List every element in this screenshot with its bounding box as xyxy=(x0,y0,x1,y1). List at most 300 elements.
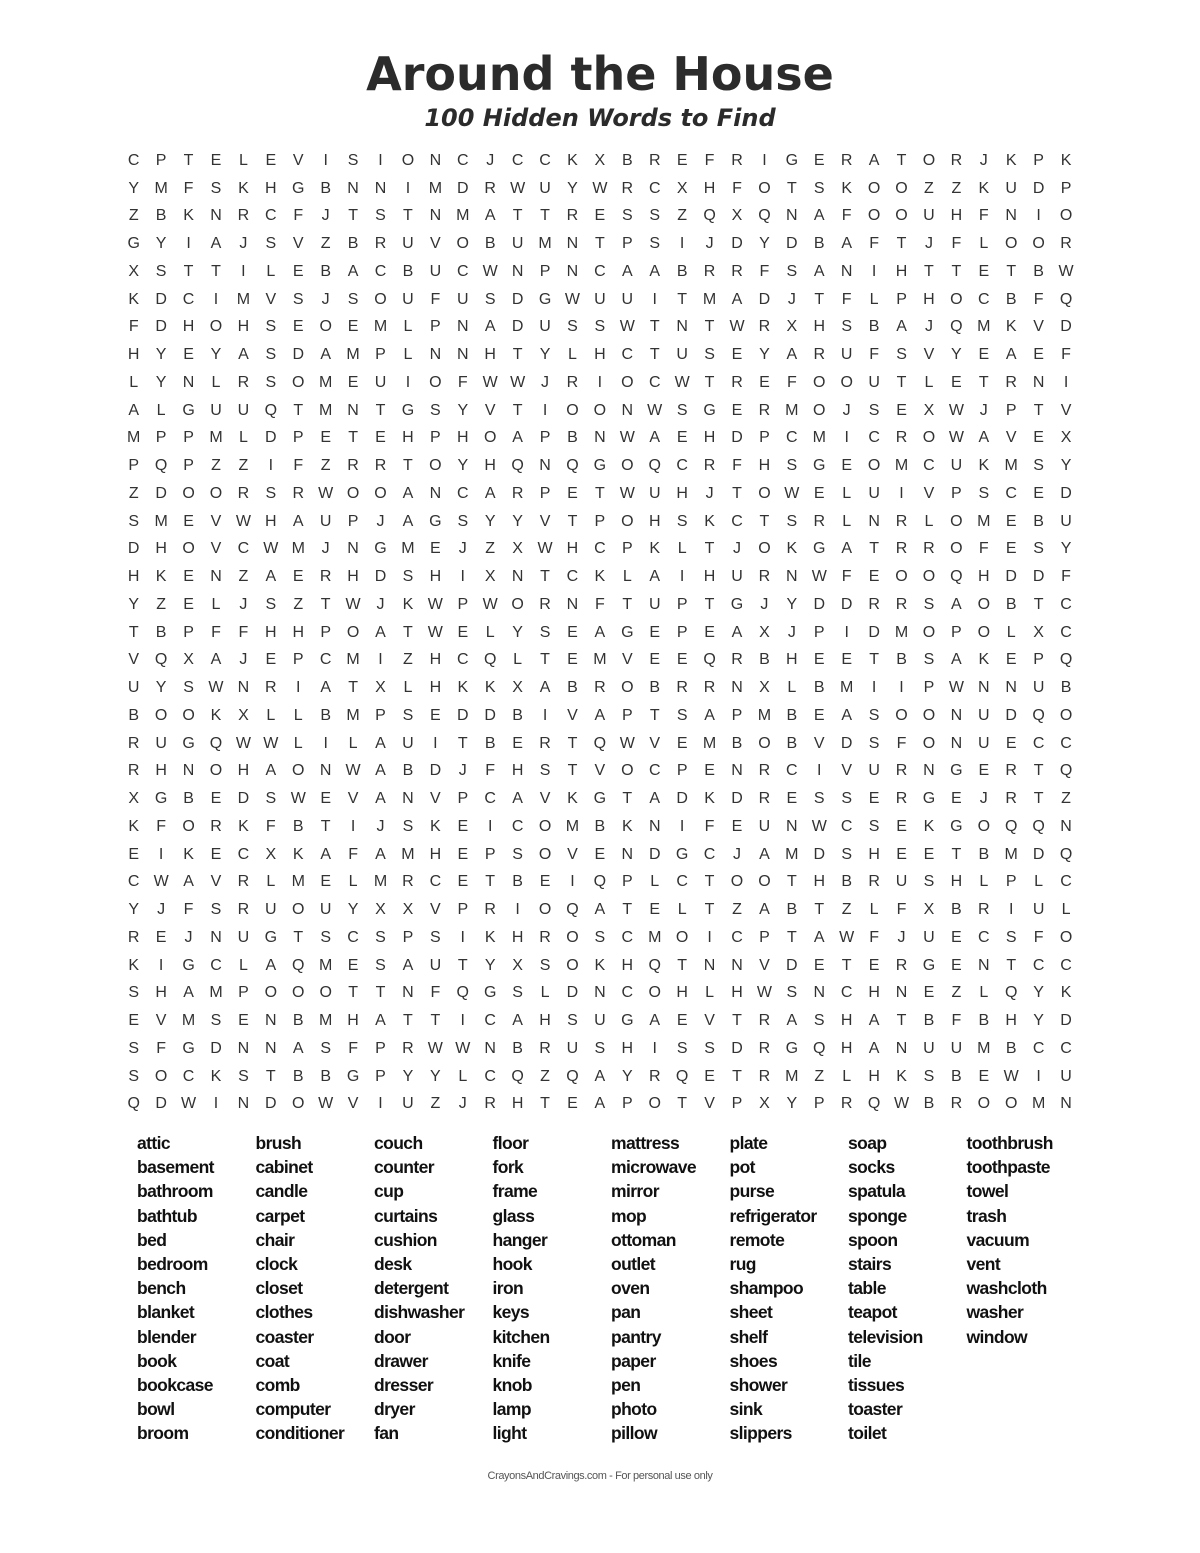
grid-letter: T xyxy=(677,290,688,308)
grid-letter: F xyxy=(869,346,879,364)
grid-letter: N xyxy=(182,762,195,780)
grid-letter: N xyxy=(347,540,359,558)
grid-letter: O xyxy=(922,623,936,641)
grid-letter: E xyxy=(841,651,853,669)
grid-letter: Q xyxy=(867,1095,881,1113)
grid-letter: E xyxy=(430,540,441,558)
grid-letter: A xyxy=(841,540,853,558)
grid-letter: O xyxy=(977,623,991,641)
grid-letter: N xyxy=(786,207,798,225)
grid-letter: S xyxy=(923,595,935,613)
grid-letter: Y xyxy=(155,235,167,253)
grid-letter: V xyxy=(155,1012,167,1030)
grid-letter: A xyxy=(265,568,277,586)
grid-letter: D xyxy=(786,956,798,974)
word-item: basement xyxy=(137,1157,214,1178)
grid-letter: J xyxy=(760,595,769,613)
grid-letter: R xyxy=(868,595,880,613)
grid-letter: R xyxy=(127,928,140,946)
grid-letter: I xyxy=(405,373,411,391)
word-item: candle xyxy=(255,1181,308,1202)
grid-row xyxy=(120,869,1080,897)
grid-letter: L xyxy=(924,373,934,391)
grid-letter: D xyxy=(155,484,167,502)
grid-letter: X xyxy=(375,901,386,919)
grid-letter: B xyxy=(594,817,606,835)
grid-letter: Q xyxy=(1059,290,1073,308)
grid-letter: W xyxy=(784,484,800,502)
grid-letter: P xyxy=(813,623,825,641)
grid-letter: C xyxy=(484,1067,496,1085)
grid-letter: Z xyxy=(951,179,962,197)
grid-letter: P xyxy=(676,762,688,780)
grid-letter: F xyxy=(704,817,715,835)
grid-letter: X xyxy=(731,207,743,225)
grid-letter: K xyxy=(210,1067,222,1085)
grid-row xyxy=(120,286,1080,314)
grid-letter: H xyxy=(511,1095,524,1113)
grid-letter: O xyxy=(922,429,936,447)
word-item: photo xyxy=(611,1399,657,1420)
grid-row xyxy=(120,591,1080,619)
grid-letter: T xyxy=(457,734,468,752)
grid-letter: U xyxy=(402,1095,414,1113)
grid-letter: E xyxy=(896,401,907,419)
grid-letter: M xyxy=(702,290,717,308)
grid-letter: K xyxy=(128,817,140,835)
grid-letter: O xyxy=(593,401,607,419)
grid-letter: I xyxy=(241,262,246,280)
grid-letter: P xyxy=(676,595,688,613)
grid-letter: E xyxy=(813,706,825,724)
grid-letter: N xyxy=(648,817,661,835)
grid-letter: Y xyxy=(786,595,798,613)
grid-letter: P xyxy=(457,901,469,919)
word-item: pot xyxy=(729,1157,755,1178)
grid-letter: A xyxy=(649,262,661,280)
grid-row xyxy=(120,952,1080,980)
grid-letter: A xyxy=(210,651,222,669)
grid-letter: M xyxy=(702,734,717,752)
grid-letter: A xyxy=(375,790,386,808)
grid-letter: D xyxy=(731,790,743,808)
grid-letter: Z xyxy=(540,1067,550,1085)
grid-letter: A xyxy=(484,207,496,225)
grid-letter: Q xyxy=(813,1039,826,1057)
grid-letter: A xyxy=(265,762,277,780)
grid-letter: D xyxy=(155,1095,167,1113)
grid-letter: N xyxy=(895,984,908,1002)
grid-letter: T xyxy=(786,928,797,946)
grid-letter: D xyxy=(868,623,880,641)
grid-letter: T xyxy=(567,512,578,530)
grid-letter: E xyxy=(731,401,743,419)
grid-letter: O xyxy=(621,762,634,780)
grid-letter: P xyxy=(1033,651,1044,669)
grid-letter: O xyxy=(456,235,469,253)
grid-row xyxy=(120,785,1080,813)
grid-letter: O xyxy=(292,984,305,1002)
grid-row xyxy=(120,480,1080,508)
grid-row xyxy=(120,730,1080,758)
grid-letter: P xyxy=(539,429,551,447)
grid-letter: M xyxy=(373,873,388,891)
grid-letter: O xyxy=(292,762,305,780)
grid-letter: O xyxy=(374,484,387,502)
grid-letter: U xyxy=(127,679,140,697)
grid-letter: K xyxy=(567,790,578,808)
grid-letter: K xyxy=(210,706,222,724)
grid-letter: P xyxy=(594,512,606,530)
grid-letter: E xyxy=(1005,540,1017,558)
grid-letter: T xyxy=(1033,762,1044,780)
grid-letter: S xyxy=(923,873,935,891)
grid-letter: G xyxy=(483,984,497,1002)
word-item: hook xyxy=(492,1253,532,1274)
grid-letter: Y xyxy=(457,401,469,419)
grid-letter: L xyxy=(1006,623,1016,641)
grid-letter: T xyxy=(814,290,825,308)
grid-letter: S xyxy=(210,179,222,197)
grid-letter: S xyxy=(649,235,661,253)
grid-letter: U xyxy=(374,373,387,391)
grid-letter: P xyxy=(923,679,935,697)
grid-letter: C xyxy=(210,956,222,974)
grid-letter: T xyxy=(567,734,578,752)
grid-letter: B xyxy=(512,706,523,724)
grid-letter: R xyxy=(895,429,908,447)
grid-letter: R xyxy=(758,401,771,419)
word-item: drawer xyxy=(374,1350,428,1371)
grid-letter: E xyxy=(649,623,661,641)
grid-letter: L xyxy=(403,679,413,697)
grid-letter: E xyxy=(868,790,880,808)
grid-letter: N xyxy=(1060,1095,1072,1113)
grid-letter: A xyxy=(539,679,551,697)
grid-letter: G xyxy=(264,928,278,946)
grid-letter: F xyxy=(869,928,879,946)
grid-letter: C xyxy=(237,845,250,863)
grid-letter: B xyxy=(512,873,523,891)
grid-letter: I xyxy=(570,873,575,891)
grid-letter: Z xyxy=(320,235,331,253)
grid-letter: V xyxy=(430,235,441,253)
word-column xyxy=(967,1131,1086,1445)
grid-letter: F xyxy=(457,373,468,391)
grid-letter: S xyxy=(320,928,331,946)
grid-letter: W xyxy=(592,179,608,197)
grid-letter: T xyxy=(540,207,550,225)
grid-letter: E xyxy=(1005,734,1017,752)
grid-letter: O xyxy=(1059,207,1073,225)
grid-letter: E xyxy=(183,346,194,364)
grid-letter: R xyxy=(676,679,688,697)
grid-letter: T xyxy=(540,568,550,586)
grid-letter: P xyxy=(183,623,194,641)
grid-letter: I xyxy=(515,901,520,919)
grid-letter: B xyxy=(484,235,496,253)
grid-letter: S xyxy=(1033,540,1044,558)
grid-letter: G xyxy=(730,595,744,613)
grid-letter: R xyxy=(319,568,332,586)
grid-letter: Z xyxy=(951,984,962,1002)
grid-letter: R xyxy=(484,179,496,197)
grid-letter: Y xyxy=(128,179,140,197)
grid-letter: B xyxy=(512,1039,523,1057)
grid-letter: U xyxy=(978,734,990,752)
grid-letter: Y xyxy=(155,346,167,364)
grid-letter: J xyxy=(458,762,467,780)
grid-letter: U xyxy=(456,290,469,308)
grid-letter: A xyxy=(402,956,414,974)
word-item: coat xyxy=(255,1350,290,1371)
grid-letter: R xyxy=(127,762,140,780)
grid-letter: C xyxy=(456,484,469,502)
grid-letter: B xyxy=(402,762,414,780)
grid-letter: Z xyxy=(924,179,934,197)
grid-letter: U xyxy=(237,928,250,946)
grid-letter: I xyxy=(433,734,438,752)
grid-letter: N xyxy=(1032,373,1045,391)
grid-letter: I xyxy=(487,817,493,835)
grid-letter: Q xyxy=(483,651,497,669)
grid-letter: L xyxy=(787,679,797,697)
grid-letter: E xyxy=(978,762,990,780)
grid-letter: C xyxy=(182,290,195,308)
grid-letter: V xyxy=(923,346,935,364)
grid-letter: T xyxy=(348,984,358,1002)
grid-letter: Y xyxy=(155,679,167,697)
word-item: rug xyxy=(729,1253,756,1274)
grid-letter: O xyxy=(209,484,223,502)
grid-letter: C xyxy=(840,817,853,835)
grid-letter: R xyxy=(731,651,743,669)
grid-letter: R xyxy=(402,1039,414,1057)
grid-letter: P xyxy=(1005,401,1017,419)
grid-letter: W xyxy=(893,1095,910,1113)
grid-letter: V xyxy=(1060,401,1072,419)
grid-letter: P xyxy=(155,429,167,447)
grid-letter: S xyxy=(402,706,414,724)
grid-row xyxy=(120,896,1080,924)
grid-letter: H xyxy=(265,623,277,641)
grid-letter: O xyxy=(922,568,936,586)
grid-letter: N xyxy=(923,762,935,780)
grid-letter: I xyxy=(899,679,904,697)
grid-letter: T xyxy=(320,817,331,835)
word-item: pantry xyxy=(611,1326,661,1347)
word-item: vent xyxy=(966,1253,1001,1274)
grid-letter: M xyxy=(538,235,552,253)
grid-letter: B xyxy=(320,706,331,724)
grid-letter: O xyxy=(867,207,881,225)
grid-letter: H xyxy=(703,568,716,586)
grid-letter: U xyxy=(621,290,634,308)
grid-letter: J xyxy=(787,290,796,308)
grid-letter: C xyxy=(1060,734,1072,752)
grid-letter: N xyxy=(1005,679,1017,697)
grid-letter: Q xyxy=(703,207,716,225)
grid-letter: W xyxy=(811,817,827,835)
grid-letter: C xyxy=(840,984,853,1002)
word-item: mirror xyxy=(611,1181,659,1202)
grid-letter: P xyxy=(1005,873,1017,891)
grid-letter: P xyxy=(621,1095,633,1113)
grid-letter: K xyxy=(183,207,194,225)
grid-letter: U xyxy=(511,235,524,253)
grid-letter: G xyxy=(182,734,195,752)
grid-letter: O xyxy=(950,540,963,558)
grid-letter: S xyxy=(430,401,441,419)
grid-letter: P xyxy=(621,235,633,253)
grid-letter: U xyxy=(1032,901,1045,919)
grid-letter: N xyxy=(347,179,359,197)
grid-letter: J xyxy=(979,151,988,169)
grid-letter: T xyxy=(896,373,907,391)
grid-letter: B xyxy=(183,790,194,808)
grid-letter: A xyxy=(512,790,523,808)
grid-letter: R xyxy=(895,790,908,808)
grid-letter: P xyxy=(676,623,688,641)
grid-letter: W xyxy=(318,484,334,502)
grid-letter: I xyxy=(844,429,849,447)
grid-letter: Q xyxy=(648,457,661,475)
grid-letter: B xyxy=(786,734,798,752)
grid-letter: A xyxy=(594,1095,606,1113)
grid-letter: W xyxy=(647,401,663,419)
grid-letter: N xyxy=(840,262,853,280)
grid-letter: L xyxy=(266,262,276,280)
grid-letter: X xyxy=(265,845,277,863)
grid-letter: O xyxy=(950,512,963,530)
grid-letter: Z xyxy=(211,457,221,475)
grid-letter: C xyxy=(319,651,332,669)
grid-letter: S xyxy=(265,790,277,808)
grid-letter: T xyxy=(869,651,879,669)
grid-letter: A xyxy=(210,235,222,253)
grid-letter: C xyxy=(1032,1039,1045,1057)
grid-letter: B xyxy=(402,262,414,280)
grid-letter: M xyxy=(209,984,223,1002)
grid-letter: Q xyxy=(1059,651,1073,669)
grid-letter: M xyxy=(401,540,415,558)
grid-letter: K xyxy=(402,595,414,613)
grid-letter: W xyxy=(427,623,443,641)
grid-letter: I xyxy=(378,651,383,669)
grid-letter: A xyxy=(649,568,661,586)
grid-letter: N xyxy=(210,207,222,225)
grid-letter: Y xyxy=(155,373,167,391)
grid-letter: E xyxy=(676,1012,688,1030)
grid-letter: O xyxy=(538,901,552,919)
word-item: dryer xyxy=(374,1399,415,1420)
grid-letter: S xyxy=(457,512,469,530)
word-item: plate xyxy=(729,1133,768,1153)
grid-letter: P xyxy=(539,484,551,502)
grid-row xyxy=(120,175,1080,203)
grid-letter: V xyxy=(1033,318,1044,336)
grid-letter: N xyxy=(950,734,963,752)
grid-letter: E xyxy=(868,956,880,974)
word-item: comb xyxy=(255,1374,300,1395)
grid-letter: F xyxy=(1033,290,1044,308)
grid-letter: K xyxy=(238,179,249,197)
grid-letter: C xyxy=(1005,484,1017,502)
grid-letter: J xyxy=(897,928,906,946)
word-item: spoon xyxy=(848,1229,898,1250)
grid-letter: M xyxy=(977,318,991,336)
grid-letter: S xyxy=(786,512,798,530)
grid-letter: N xyxy=(511,262,524,280)
grid-letter: Q xyxy=(1032,817,1045,835)
grid-letter: V xyxy=(292,151,304,169)
grid-letter: O xyxy=(648,1095,661,1113)
grid-letter: T xyxy=(896,1012,907,1030)
grid-letter: S xyxy=(868,734,880,752)
grid-letter: U xyxy=(429,262,442,280)
grid-letter: G xyxy=(593,457,607,475)
grid-letter: C xyxy=(1060,623,1072,641)
grid-letter: S xyxy=(265,318,277,336)
grid-letter: E xyxy=(183,512,194,530)
grid-letter: M xyxy=(319,401,333,419)
grid-letter: F xyxy=(896,901,907,919)
grid-letter: C xyxy=(1032,956,1045,974)
grid-letter: S xyxy=(923,1067,935,1085)
grid-letter: L xyxy=(238,956,248,974)
word-column xyxy=(137,1131,256,1445)
grid-letter: N xyxy=(265,1012,277,1030)
grid-letter: C xyxy=(648,373,661,391)
grid-letter: T xyxy=(348,207,358,225)
grid-letter: R xyxy=(539,1039,551,1057)
grid-letter: Z xyxy=(403,651,413,669)
grid-letter: I xyxy=(213,1095,219,1113)
grid-letter: I xyxy=(1063,373,1069,391)
grid-letter: E xyxy=(951,928,962,946)
grid-letter: E xyxy=(430,706,441,724)
grid-letter: A xyxy=(347,262,359,280)
grid-letter: F xyxy=(265,817,276,835)
grid-letter: I xyxy=(460,928,465,946)
grid-letter: R xyxy=(895,762,908,780)
grid-row xyxy=(120,425,1080,453)
grid-letter: H xyxy=(347,1012,359,1030)
grid-letter: A xyxy=(594,1067,606,1085)
grid-letter: U xyxy=(648,595,661,613)
grid-letter: S xyxy=(402,817,414,835)
grid-letter: Y xyxy=(128,901,140,919)
grid-letter: T xyxy=(348,429,358,447)
grid-letter: E xyxy=(649,901,661,919)
word-item: counter xyxy=(374,1157,434,1178)
grid-letter: N xyxy=(237,1095,250,1113)
grid-letter: R xyxy=(703,457,716,475)
grid-letter: N xyxy=(511,568,524,586)
grid-letter: J xyxy=(239,235,248,253)
grid-letter: Y xyxy=(567,179,578,197)
grid-letter: R xyxy=(127,734,140,752)
grid-row xyxy=(120,758,1080,786)
grid-letter: W xyxy=(674,373,690,391)
grid-letter: T xyxy=(1033,790,1044,808)
grid-letter: A xyxy=(621,262,633,280)
grid-letter: Y xyxy=(1060,457,1072,475)
grid-letter: H xyxy=(429,845,442,863)
grid-letter: R xyxy=(868,873,880,891)
grid-letter: H xyxy=(868,845,880,863)
grid-letter: X xyxy=(512,540,523,558)
